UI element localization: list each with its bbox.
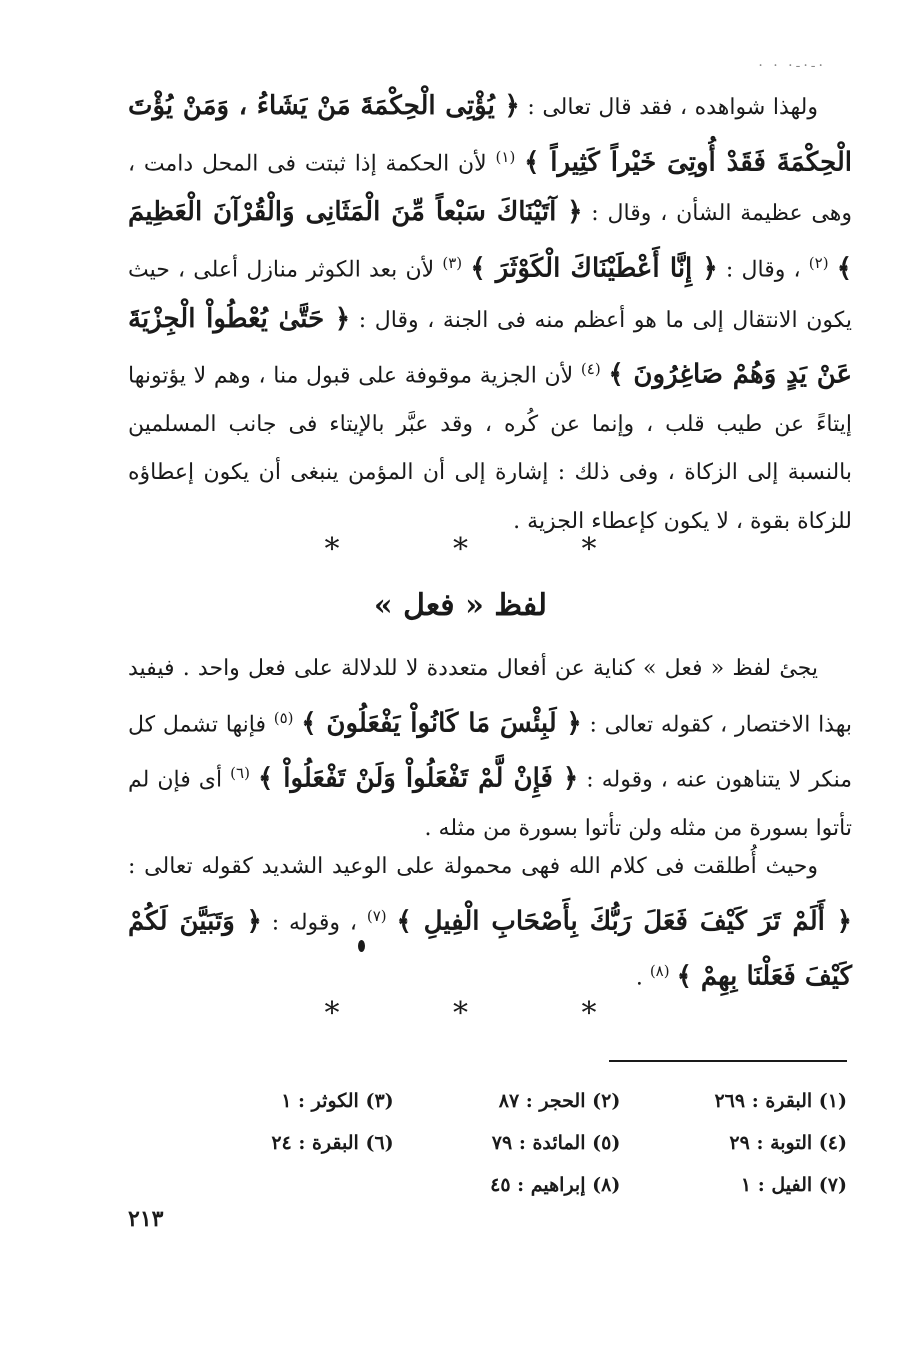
footnote-ref: (٧) (366, 906, 387, 925)
text-run: وحيث أُطلقت فى كلام الله فهى محمولة على الوعيد الشديد كقوله تعالى : (128, 854, 818, 879)
page-number: ٢١٣ (128, 1206, 164, 1232)
quran-verse: ﴿ آتَيْنَاكَ سَبْعاً مِّنَ الْمَثَانِى وَالْقُرْآنَ الْعَظِيمَ ﴾ (128, 197, 852, 284)
quran-verse: ﴿ حَتَّىٰ يُعْطُواْ الْجِزْيَةَ عَنْ يَدٍ وَهُمْ صَاغِرُونَ ﴾ (128, 303, 853, 390)
text-run: يجئ لفظ « فعل » كناية عن أفعال متعددة لا للدلالة على فعل واحد . فيفيد بهذا الاختصار ، كقوله تعالى : (128, 656, 852, 737)
footnote-divider (609, 1060, 847, 1062)
section-heading: لفظ « فعل » (373, 588, 548, 623)
paragraph-text (128, 843, 852, 1003)
footnote-row (167, 1080, 847, 1122)
footnote-item: (٤) التوبة : ٢٩ (729, 1132, 847, 1154)
footnote-row (167, 1122, 847, 1164)
text-run: ولهذا شواهده ، فقد قال تعالى : (519, 95, 818, 120)
text-run: لأن بعد الكوثر منازل أعلى ، حيث يكون الانتقال إلى ما هو أعظم منه فى الجنة ، وقال : (128, 257, 852, 333)
section-separator: * * * (324, 996, 649, 1031)
text-run: ، وقال : (717, 257, 809, 283)
quran-verse: ﴿ لَبِئْسَ مَا كَانُواْ يَفْعَلُونَ ﴾ (301, 707, 582, 738)
footnote-row (167, 1164, 847, 1206)
quran-verse: ﴿ أَلَمْ تَرَ كَيْفَ فَعَلَ رَبُّكَ بِأَصْحَابِ الْفِيلِ ﴾ (396, 905, 853, 936)
footnote-ref: (٤) (580, 360, 601, 379)
footnote-ref: (٥) (273, 708, 294, 727)
footnote-item: (٢) الحجر : ٨٧ (498, 1090, 621, 1112)
paragraph-shawahid (128, 82, 852, 546)
text-run: لأن الجزية موقوفة على قبول منا ، وهم لا يؤتونها إيتاءً عن طيب قلب ، وإنما عن كُره ، وقد عبَّر بالإيتاء فى جانب المسلمين بالنسبة إلى الزكاة ، وفى ذلك : إشارة إلى أن المؤمن ينبغى أن يكون إعطاؤه للزكاة بقوة ، لا يكون كإعطاء الجزية . (128, 363, 852, 534)
footnote-item: (١) البقرة : ٢٦٩ (714, 1090, 847, 1112)
text-run: ، وقوله : (261, 909, 367, 935)
paragraph-wa3id (128, 843, 852, 1003)
footnote-item: (٨) إبراهيم : ٤٥ (490, 1174, 621, 1196)
footnote-item: (٧) الفيل : ١ (740, 1174, 847, 1196)
quran-verse: ﴿ وَتَبَيَّنَ لَكُمْ كَيْفَ فَعَلْنَا بِهِمْ ﴾ (128, 905, 852, 992)
quran-verse: ﴿ فَإِنْ لَّمْ تَفْعَلُواْ وَلَنْ تَفْعَلُواْ ﴾ (257, 763, 579, 794)
scan-marks: · · ·-·-· (758, 58, 826, 74)
footnote-item: (٣) الكوثر : ١ (281, 1090, 394, 1112)
footnote-ref: (٨) (649, 962, 670, 981)
quran-verse: ﴿ يُؤْتِى الْحِكْمَةَ مَنْ يَشَاءُ ، وَمَنْ يُؤْتَ الْحِكْمَةَ فَقَدْ أُوتِىَ خَيْراً كَثِيراً ﴾ (128, 91, 852, 177)
text-run: . (635, 965, 650, 991)
footnote-ref: (٢) (808, 253, 829, 272)
footnotes (167, 1080, 847, 1206)
footnote-item: (٦) البقرة : ٢٤ (271, 1132, 394, 1154)
text-run: أى فإن لم تأتوا بسورة من مثله ولن تأتوا بسورة من مثله . (128, 767, 852, 842)
footnote-item: (٥) المائدة : ٧٩ (491, 1132, 621, 1154)
quran-verse: ﴿ إِنَّا أَعْطَيْنَاكَ الْكَوْثَرَ ﴾ (470, 253, 718, 284)
text-run: فإنها تشمل كل منكر لا يتناهون عنه ، وقوله : (128, 711, 853, 793)
footnote-ref: (١) (495, 147, 516, 166)
paragraph-text (128, 645, 852, 854)
footnote-ref: (٦) (230, 764, 250, 783)
section-separator: * * * (324, 532, 649, 567)
paragraph-text (128, 82, 852, 546)
footnote-ref: (٣) (442, 253, 463, 272)
paragraph-fa3al-definition (128, 645, 852, 854)
text-run: لأن الحكمة إذا ثبتت فى المحل دامت ، وهى عظيمة الشأن ، وقال : (128, 150, 852, 227)
ink-speck (358, 940, 365, 952)
